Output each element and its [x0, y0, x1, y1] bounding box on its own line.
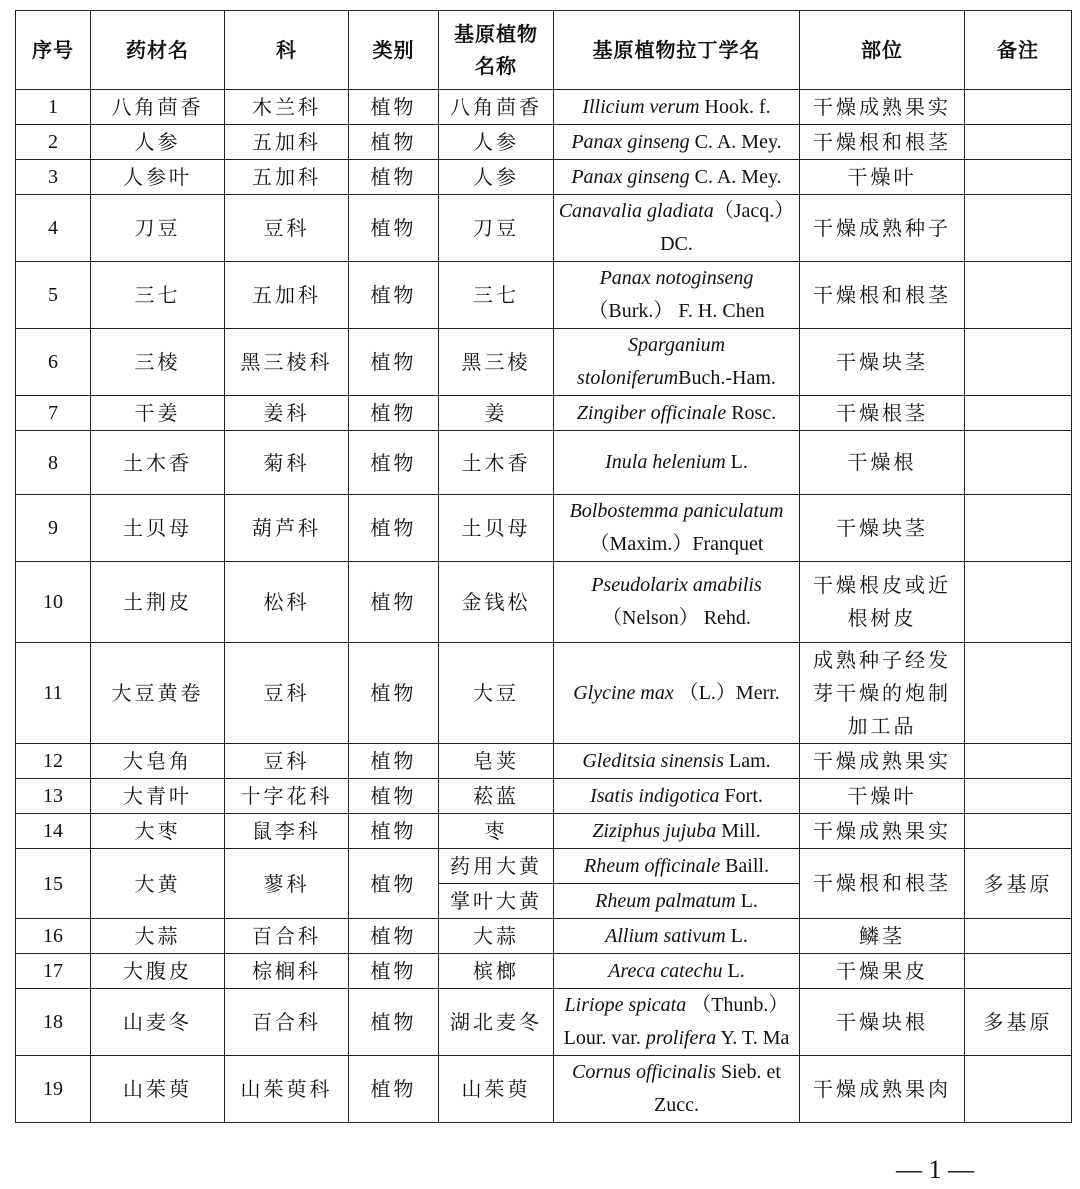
latin-genus-species: Panax ginseng [571, 165, 690, 188]
latin-name-cell [554, 989, 800, 1056]
latin-authority: （L.）Merr. [673, 681, 780, 704]
latin-authority: （Thunb.） Lour. var. [563, 994, 789, 1049]
table-row [16, 195, 1072, 262]
family-cell: 黑三棱科 [225, 329, 349, 396]
family-cell: 葫芦科 [225, 495, 349, 562]
row-number-cell: 1 [16, 90, 91, 125]
note-cell [965, 125, 1072, 160]
table-row [16, 744, 1072, 779]
row-number-cell: 13 [16, 779, 91, 814]
latin-genus-species: Pseudolarix amabilis [591, 574, 762, 596]
header-cell: 基原植物拉丁学名 [554, 11, 800, 90]
latin-name-cell [554, 1056, 800, 1123]
herb-name-cell: 干姜 [91, 396, 225, 431]
table-row [16, 1056, 1072, 1123]
table-row [16, 643, 1072, 744]
latin-authority: L. [722, 959, 745, 982]
row-number-cell: 3 [16, 160, 91, 195]
latin-name-cell [554, 125, 800, 160]
herb-name-cell: 大皂角 [91, 744, 225, 779]
latin-name-cell [554, 744, 800, 779]
source-plant-cell: 药用大黄 [439, 849, 554, 884]
latin-genus-species: Inula helenium [605, 451, 726, 473]
table-row [16, 396, 1072, 431]
note-cell [965, 90, 1072, 125]
category-cell: 植物 [349, 989, 439, 1056]
header-cell: 序号 [16, 11, 91, 90]
row-number-cell: 16 [16, 919, 91, 954]
note-cell: 多基原 [965, 849, 1072, 919]
family-cell: 姜科 [225, 396, 349, 431]
herb-name-cell: 大青叶 [91, 779, 225, 814]
note-cell [965, 396, 1072, 431]
source-plant-cell: 土贝母 [439, 495, 554, 562]
herb-name-cell: 八角茴香 [91, 90, 225, 125]
latin-genus-species: Illicium verum [582, 95, 700, 118]
part-cell: 鳞茎 [800, 919, 965, 954]
latin-genus-species: Panax ginseng [571, 130, 690, 153]
note-cell [965, 262, 1072, 329]
note-cell [965, 160, 1072, 195]
latin-genus-species: Allium sativum [605, 924, 726, 947]
herb-name-cell: 土木香 [91, 431, 225, 495]
source-plant-cell: 大蒜 [439, 919, 554, 954]
category-cell: 植物 [349, 329, 439, 396]
row-number-cell: 8 [16, 431, 91, 495]
latin-name-cell [554, 495, 800, 562]
row-number-cell: 9 [16, 495, 91, 562]
category-cell: 植物 [349, 744, 439, 779]
latin-genus-species: Rheum palmatum [595, 889, 736, 912]
table-row [16, 814, 1072, 849]
herb-name-cell: 山麦冬 [91, 989, 225, 1056]
family-cell: 木兰科 [225, 90, 349, 125]
note-cell [965, 562, 1072, 643]
part-cell: 干燥根和根茎 [800, 125, 965, 160]
latin-authority: Sieb. et Zucc. [654, 1061, 781, 1116]
category-cell: 植物 [349, 160, 439, 195]
latin-name-cell [554, 431, 800, 495]
latin-name-cell [554, 779, 800, 814]
row-number-cell: 2 [16, 125, 91, 160]
table-row [16, 849, 1072, 884]
note-cell [965, 495, 1072, 562]
category-cell: 植物 [349, 779, 439, 814]
part-cell: 干燥果皮 [800, 954, 965, 989]
part-cell: 干燥成熟种子 [800, 195, 965, 262]
latin-authority: C. A. Mey. [689, 130, 782, 153]
part-cell: 干燥根茎 [800, 396, 965, 431]
category-cell: 植物 [349, 125, 439, 160]
latin-genus-species: Rheum officinale [584, 854, 721, 877]
latin-authority: Buch.-Ham. [678, 367, 776, 389]
herb-name-cell: 人参叶 [91, 160, 225, 195]
row-number-cell: 7 [16, 396, 91, 431]
latin-genus-species: Zingiber officinale [576, 401, 727, 424]
row-number-cell: 15 [16, 849, 91, 919]
part-cell: 干燥根和根茎 [800, 849, 965, 919]
family-cell: 菊科 [225, 431, 349, 495]
header-cell: 备注 [965, 11, 1072, 90]
family-cell: 百合科 [225, 989, 349, 1056]
latin-authority: （Maxim.）Franquet [589, 533, 764, 555]
herb-name-cell: 人参 [91, 125, 225, 160]
source-plant-cell: 大豆 [439, 643, 554, 744]
source-plant-cell: 槟榔 [439, 954, 554, 989]
note-cell [965, 954, 1072, 989]
latin-authority: Fort. [719, 784, 763, 807]
table-row [16, 954, 1072, 989]
table-row [16, 779, 1072, 814]
header-cell: 类别 [349, 11, 439, 90]
latin-name-cell [554, 329, 800, 396]
row-number-cell: 10 [16, 562, 91, 643]
latin-name-cell [554, 849, 800, 884]
latin-genus-species: Gleditsia sinensis [582, 749, 724, 772]
herb-name-cell: 刀豆 [91, 195, 225, 262]
part-cell: 成熟种子经发芽干燥的炮制加工品 [800, 643, 965, 744]
source-plant-cell: 人参 [439, 125, 554, 160]
note-cell [965, 779, 1072, 814]
part-cell: 干燥根和根茎 [800, 262, 965, 329]
latin-authority: Rosc. [726, 401, 777, 424]
herb-name-cell: 土荆皮 [91, 562, 225, 643]
part-cell: 干燥根 [800, 431, 965, 495]
part-cell: 干燥成熟果实 [800, 90, 965, 125]
note-cell [965, 329, 1072, 396]
latin-genus-species: Glycine max [573, 681, 674, 704]
header-cell: 基原植物名称 [439, 11, 554, 90]
family-cell: 棕榈科 [225, 954, 349, 989]
page-number: — 1 — [896, 1155, 974, 1184]
source-plant-cell: 皂荚 [439, 744, 554, 779]
source-plant-cell: 八角茴香 [439, 90, 554, 125]
source-plant-cell: 枣 [439, 814, 554, 849]
latin-authority: Baill. [720, 854, 769, 877]
row-number-cell: 6 [16, 329, 91, 396]
source-plant-cell: 人参 [439, 160, 554, 195]
source-plant-cell: 黑三棱 [439, 329, 554, 396]
source-plant-cell: 菘蓝 [439, 779, 554, 814]
category-cell: 植物 [349, 849, 439, 919]
latin-name-cell [554, 195, 800, 262]
latin-name-cell [554, 262, 800, 329]
table-row [16, 329, 1072, 396]
herb-name-cell: 大黄 [91, 849, 225, 919]
latin-genus-species: Cornus officinalis [572, 1061, 716, 1083]
herb-name-cell: 土贝母 [91, 495, 225, 562]
header-cell: 科 [225, 11, 349, 90]
source-plant-cell: 三七 [439, 262, 554, 329]
latin-name-cell [554, 396, 800, 431]
herb-name-cell: 三棱 [91, 329, 225, 396]
latin-genus-species: Sparganium stoloniferum [577, 334, 726, 389]
family-cell: 豆科 [225, 195, 349, 262]
note-cell [965, 919, 1072, 954]
family-cell: 十字花科 [225, 779, 349, 814]
part-cell: 干燥块茎 [800, 329, 965, 396]
part-cell: 干燥成熟果肉 [800, 1056, 965, 1123]
row-number-cell: 12 [16, 744, 91, 779]
latin-variety-authority: Y. T. Ma [716, 1027, 790, 1049]
note-cell [965, 195, 1072, 262]
category-cell: 植物 [349, 195, 439, 262]
table-row [16, 90, 1072, 125]
herb-name-cell: 三七 [91, 262, 225, 329]
latin-name-cell [554, 884, 800, 919]
herb-name-cell: 山茱萸 [91, 1056, 225, 1123]
header-cell: 部位 [800, 11, 965, 90]
latin-name-cell [554, 954, 800, 989]
family-cell: 百合科 [225, 919, 349, 954]
header-cell: 药材名 [91, 11, 225, 90]
category-cell: 植物 [349, 562, 439, 643]
source-plant-cell: 掌叶大黄 [439, 884, 554, 919]
latin-genus-species: Bolbostemma paniculatum [569, 500, 784, 522]
latin-genus-species: Ziziphus jujuba [592, 819, 717, 842]
latin-name-cell [554, 814, 800, 849]
note-cell [965, 744, 1072, 779]
row-number-cell: 18 [16, 989, 91, 1056]
latin-name-cell [554, 90, 800, 125]
table-row [16, 495, 1072, 562]
table-header-row [16, 11, 1072, 90]
latin-variety: prolifera [640, 1027, 717, 1049]
herb-name-cell: 大蒜 [91, 919, 225, 954]
latin-name-cell [554, 919, 800, 954]
family-cell: 鼠李科 [225, 814, 349, 849]
latin-genus-species: Areca catechu [608, 959, 723, 982]
table-row [16, 919, 1072, 954]
note-cell [965, 814, 1072, 849]
category-cell: 植物 [349, 396, 439, 431]
latin-authority: C. A. Mey. [689, 165, 782, 188]
category-cell: 植物 [349, 495, 439, 562]
latin-authority: （Nelson） Rehd. [602, 607, 751, 629]
category-cell: 植物 [349, 814, 439, 849]
herb-name-cell: 大腹皮 [91, 954, 225, 989]
family-cell: 山茱萸科 [225, 1056, 349, 1123]
category-cell: 植物 [349, 431, 439, 495]
latin-name-cell [554, 562, 800, 643]
table-row [16, 989, 1072, 1056]
part-cell: 干燥块根 [800, 989, 965, 1056]
latin-authority: Lam. [724, 749, 771, 772]
source-plant-cell: 湖北麦冬 [439, 989, 554, 1056]
latin-genus-species: Panax notoginseng [599, 267, 754, 289]
row-number-cell: 5 [16, 262, 91, 329]
latin-authority: L. [725, 451, 748, 473]
category-cell: 植物 [349, 262, 439, 329]
part-cell: 干燥叶 [800, 779, 965, 814]
latin-authority: （Jacq.） DC. [660, 200, 795, 255]
family-cell: 豆科 [225, 643, 349, 744]
source-plant-cell: 姜 [439, 396, 554, 431]
herb-name-cell: 大豆黄卷 [91, 643, 225, 744]
part-cell: 干燥成熟果实 [800, 744, 965, 779]
category-cell: 植物 [349, 1056, 439, 1123]
family-cell: 五加科 [225, 160, 349, 195]
latin-authority: （Burk.） F. H. Chen [588, 300, 765, 322]
herb-name-cell: 大枣 [91, 814, 225, 849]
row-number-cell: 17 [16, 954, 91, 989]
source-plant-cell: 土木香 [439, 431, 554, 495]
family-cell: 豆科 [225, 744, 349, 779]
category-cell: 植物 [349, 90, 439, 125]
table-row [16, 562, 1072, 643]
note-cell [965, 1056, 1072, 1123]
source-plant-cell: 金钱松 [439, 562, 554, 643]
row-number-cell: 19 [16, 1056, 91, 1123]
category-cell: 植物 [349, 954, 439, 989]
latin-name-cell [554, 160, 800, 195]
note-cell [965, 431, 1072, 495]
part-cell: 干燥叶 [800, 160, 965, 195]
latin-authority: L. [735, 889, 758, 912]
family-cell: 松科 [225, 562, 349, 643]
category-cell: 植物 [349, 919, 439, 954]
family-cell: 五加科 [225, 262, 349, 329]
table-row [16, 160, 1072, 195]
family-cell: 蓼科 [225, 849, 349, 919]
row-number-cell: 11 [16, 643, 91, 744]
part-cell: 干燥成熟果实 [800, 814, 965, 849]
note-cell: 多基原 [965, 989, 1072, 1056]
part-cell: 干燥根皮或近根树皮 [800, 562, 965, 643]
latin-genus-species: Liriope spicata [564, 994, 687, 1016]
latin-genus-species: Isatis indigotica [590, 784, 720, 807]
note-cell [965, 643, 1072, 744]
latin-genus-species: Canavalia gladiata [558, 200, 714, 222]
category-cell: 植物 [349, 643, 439, 744]
row-number-cell: 14 [16, 814, 91, 849]
part-cell: 干燥块茎 [800, 495, 965, 562]
family-cell: 五加科 [225, 125, 349, 160]
table-body [16, 90, 1072, 1123]
table-row [16, 125, 1072, 160]
latin-authority: Mill. [716, 819, 761, 842]
latin-authority: Hook. f. [699, 95, 771, 118]
herb-table [15, 10, 1072, 1123]
latin-name-cell [554, 643, 800, 744]
source-plant-cell: 山茱萸 [439, 1056, 554, 1123]
row-number-cell: 4 [16, 195, 91, 262]
table-row [16, 431, 1072, 495]
table-row [16, 262, 1072, 329]
latin-authority: L. [725, 924, 748, 947]
source-plant-cell: 刀豆 [439, 195, 554, 262]
